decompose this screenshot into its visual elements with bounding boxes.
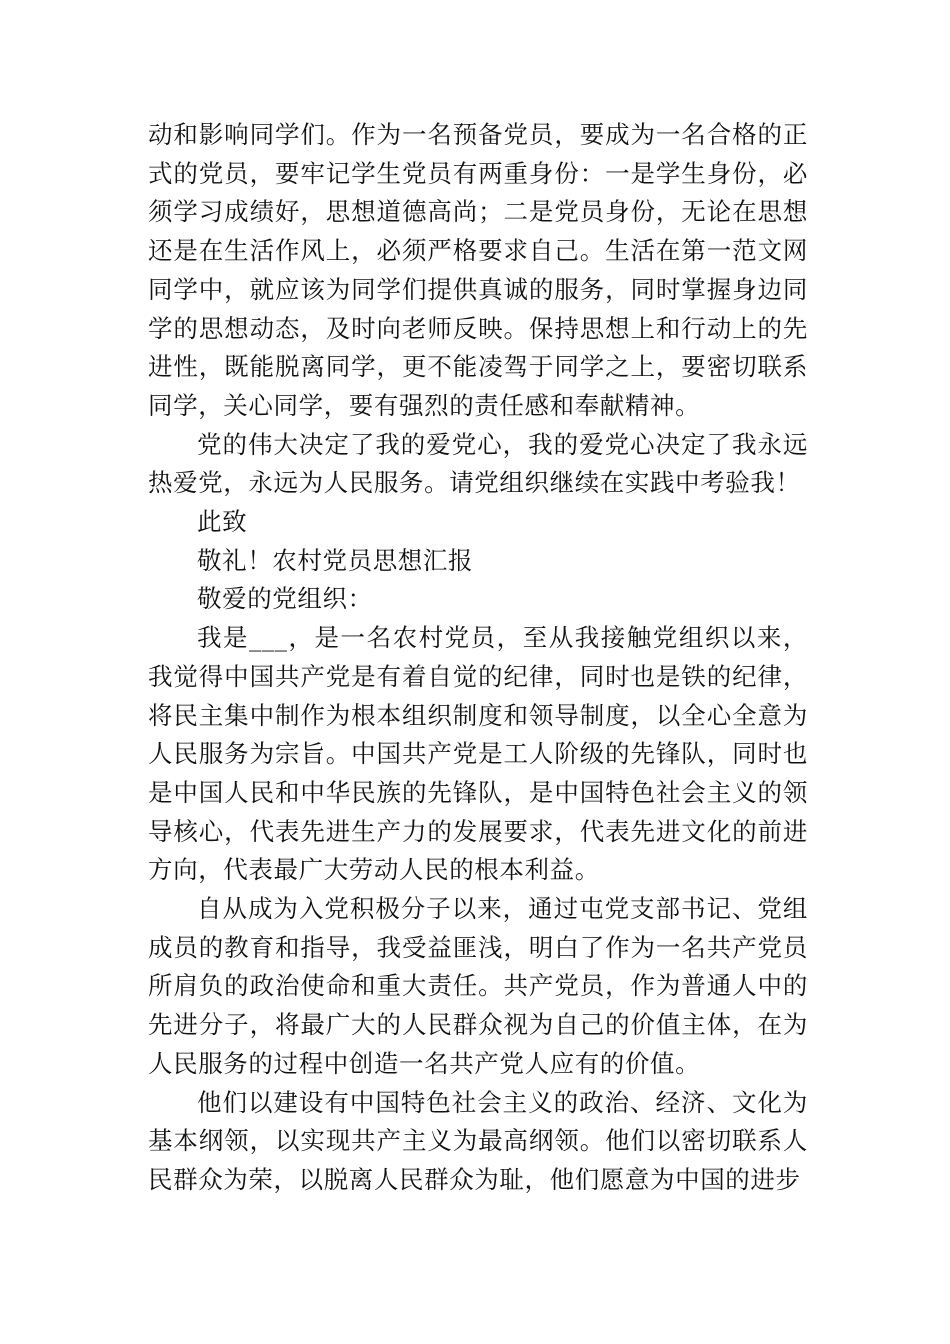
document-page — [148, 116, 808, 1200]
closing-respect-and-title: 敬礼！农村党员思想汇报 — [197, 545, 474, 575]
paragraph-love-party: 党的伟大决定了我的爱党心，我的爱党心决定了我永远热爱党，永远为人民服务。请党组织继续在实践中考验我！ — [148, 429, 808, 498]
paragraph-duties: 动和影响同学们。作为一名预备党员，要成为一名合格的正式的党员，要牢记学生党员有两重身份：一是学生身份，必须学习成绩好，思想道德高尚；二是党员身份，无论在思想还是在生活作风上，必须严格要求自己。生活在第一范文网同学中，就应该为同学们提供真诚的服务，同时掌握身边同学的思想动态，及时向老师反映。保持思想上和行动上的先进性，既能脱离同学，更不能凌驾于同学之上，要密切联系同学，关心同学，要有强烈的责任感和奉献精神。 — [148, 120, 808, 420]
paragraph-introduction: 我是___，是一名农村党员，至从我接触党组织以来，我觉得中国共产党是有着自觉的纪律，同时也是铁的纪律，将民主集中制作为根本组织制度和领导制度，以全心全意为人民服务为宗旨。中国共产党是工人阶级的先锋队，同时也是中国人民和中华民族的先锋队，是中国特色社会主义的领导核心，代表先进生产力的发展要求，代表先进文化的前进方向，代表最广大劳动人民的根本利益。 — [148, 623, 808, 885]
closing-salutation: 此致 — [197, 507, 248, 537]
letter-greeting: 敬爱的党组织： — [197, 584, 373, 614]
paragraph-activist: 自从成为入党积极分子以来，通过屯党支部书记、党组成员的教育和指导，我受益匪浅，明白了作为一名共产党员所肩负的政治使命和重大责任。共产党员，作为普通人中的先进分子，将最广大的人民群众视为自己的价值主体，在为人民服务的过程中创造一名共产党人应有的价值。 — [148, 894, 808, 1078]
paragraph-program: 他们以建设有中国特色社会主义的政治、经济、文化为基本纲领，以实现共产主义为最高纲领。他们以密切联系人民群众为荣，以脱离人民群众为耻，他们愿意为中国的进步 — [148, 1087, 808, 1194]
